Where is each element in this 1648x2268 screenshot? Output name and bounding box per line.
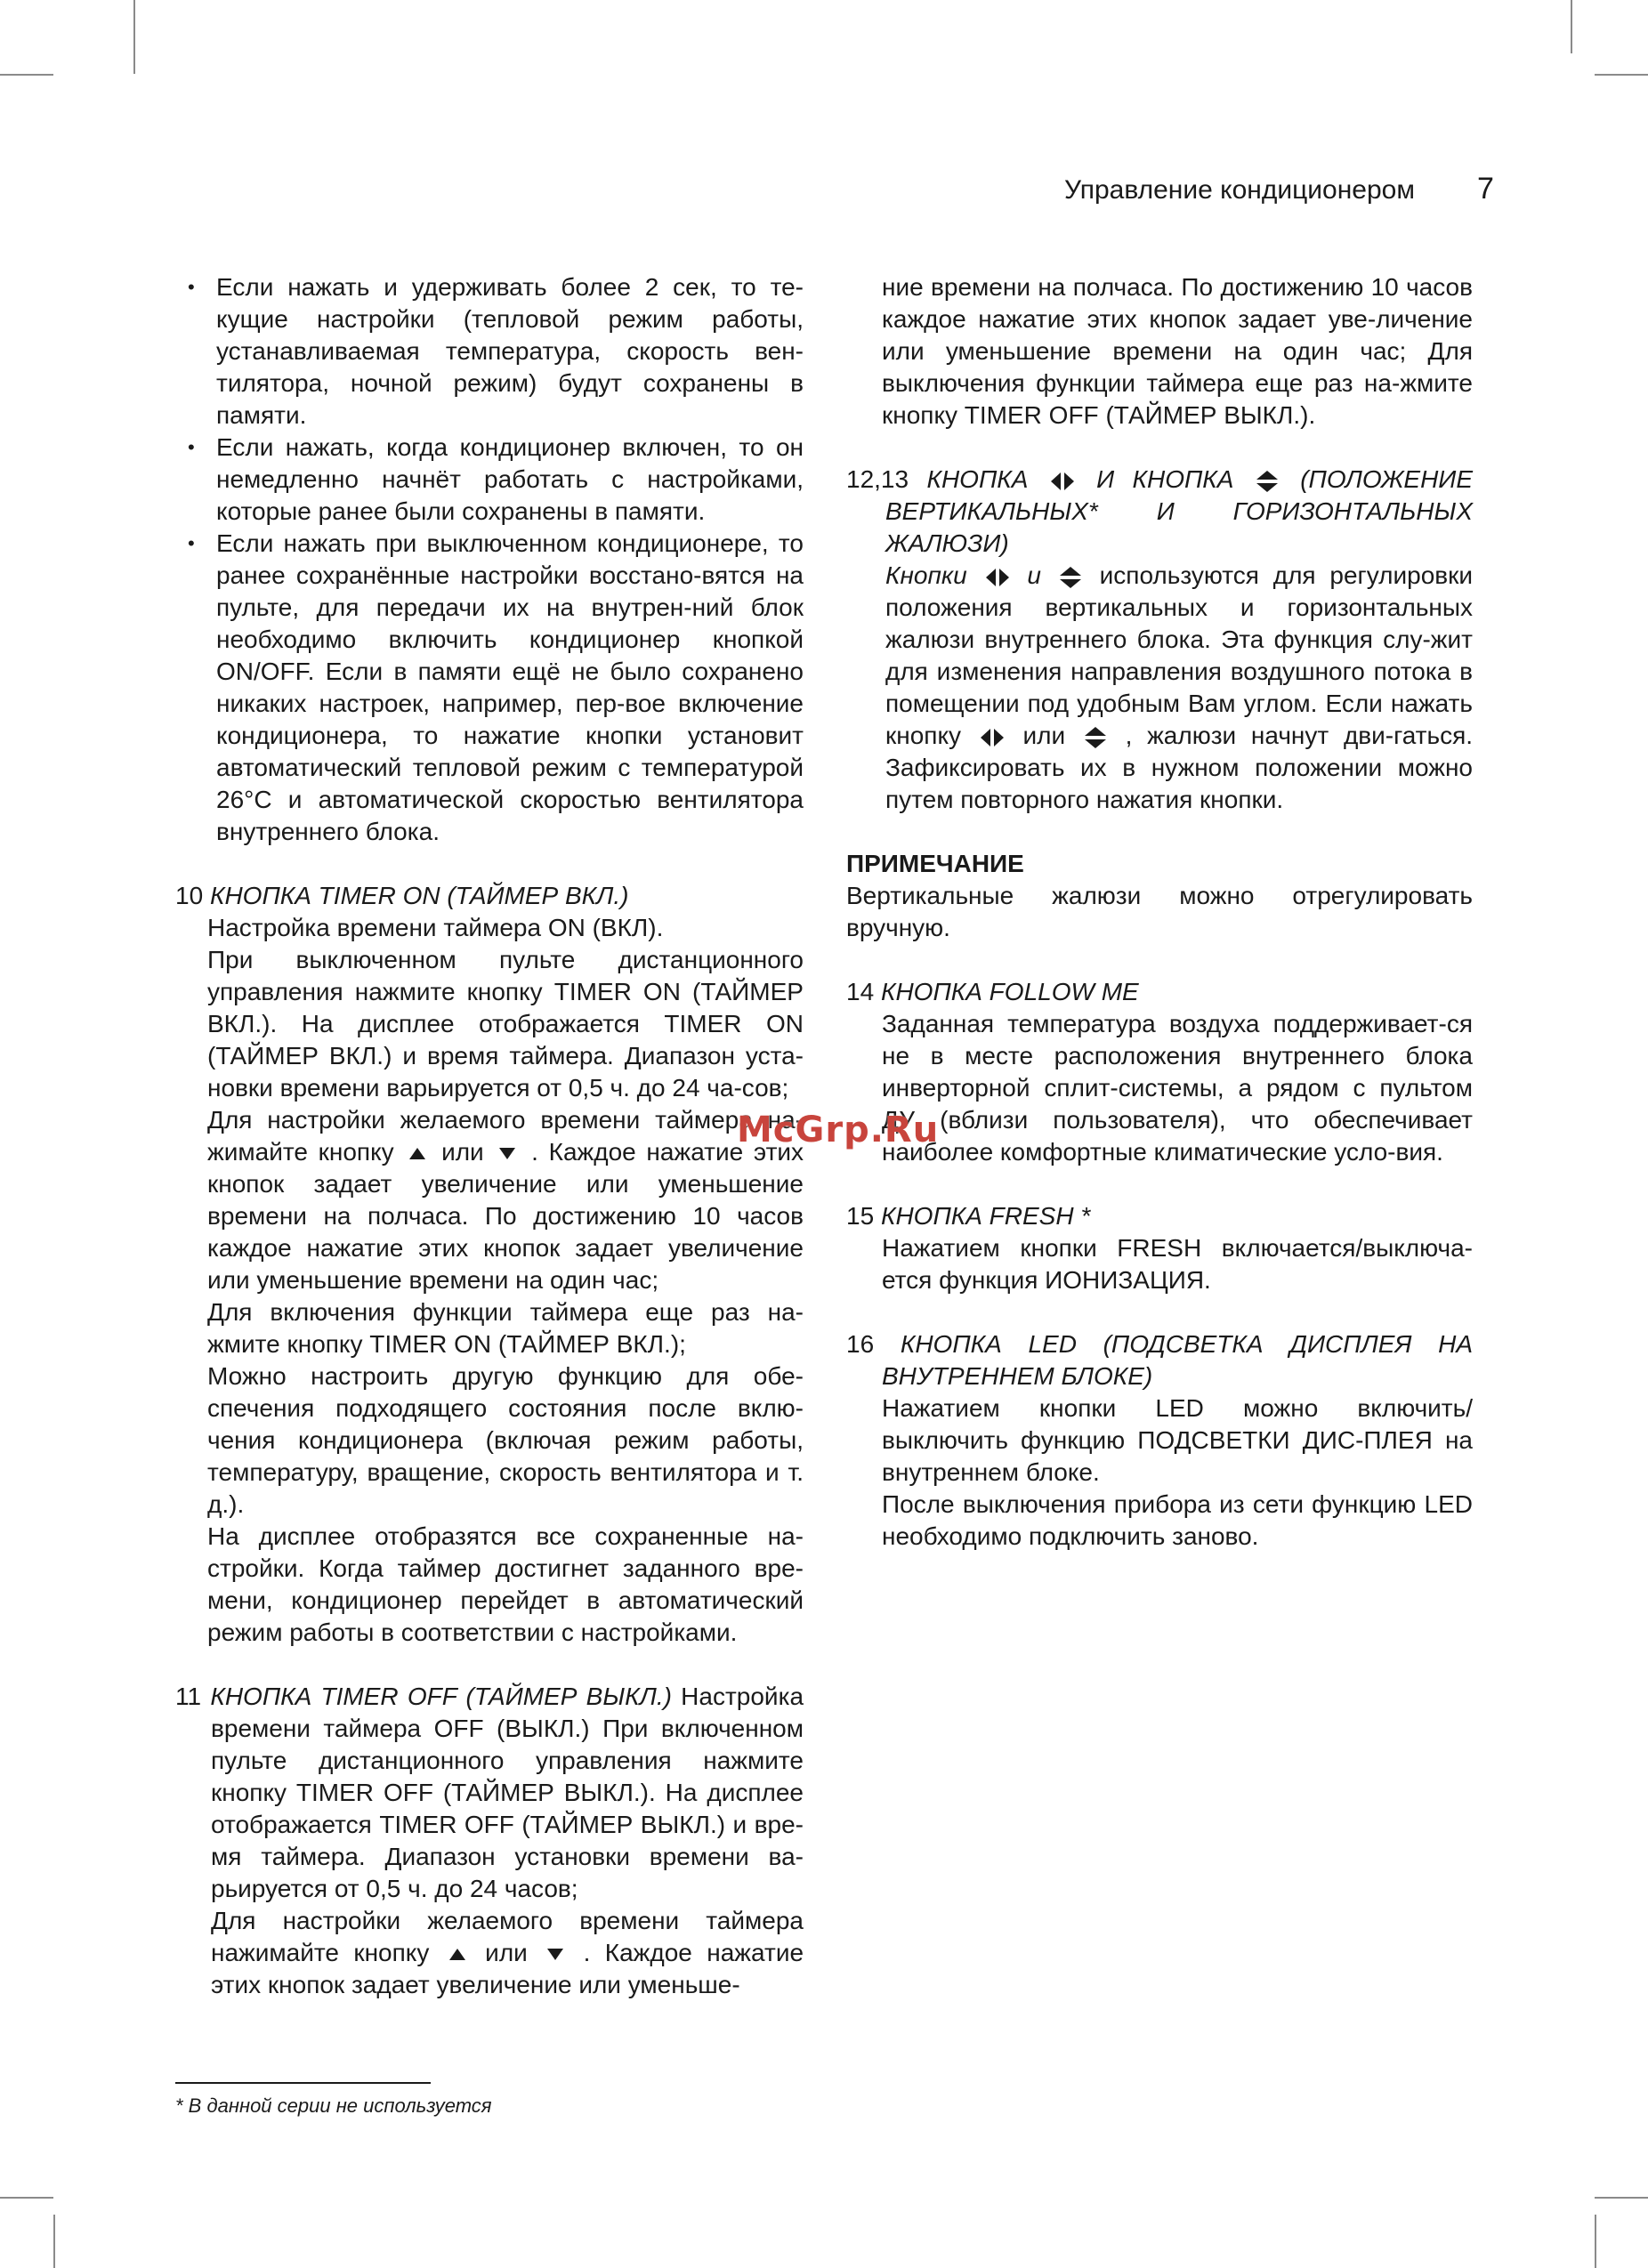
header-title: Управление кондиционером <box>1064 175 1415 205</box>
item-title: КНОПКА FOLLOW ME <box>880 978 1139 1005</box>
left-right-arrows-icon <box>985 567 1010 588</box>
text-span: используются для регулировки положения вертикальных и горизонтальных жалюзи внутреннего блока. Эта функция слу-жит для изменения направления воздушного потока в помещении под удобным Вам углом. <box>885 561 1474 717</box>
crop-mark <box>133 0 135 74</box>
paragraph: Заданная температура воздуха поддерживает-ся не в месте расположения внутреннего блока инверторной сплит-системы, а рядом с пультом ДУ (вблизи пользователя), что обеспечивает наиболее комфортные климатические усло-вия. <box>882 1010 1473 1166</box>
text-span: или <box>485 1939 528 1966</box>
paragraph <box>846 1328 1473 1392</box>
bullet-item: • Если нажать при выключенном кондиционере, то ранее сохранённые настройки восстано-вятся на пульте, для передачи их на внутрен-ний блок необходимо включить кондиционер кнопкой ON/OFF. Если в памяти ещё не было сохранено никаких настроек, например, пер-вое включение кондиционера, то нажатие кнопки установит автоматический тепловой режим с температурой 26°C и автоматической скоростью вентилятора внутреннего блока. <box>175 528 804 848</box>
left-column <box>175 271 804 2001</box>
text-span: . Каждое нажатие этих кнопок задает увеличение или уменьше- <box>211 1939 804 1998</box>
paragraph <box>846 560 1473 816</box>
watermark: McGrp.Ru <box>737 1110 940 1150</box>
item-timer-on <box>175 880 804 1649</box>
paragraph: На дисплее отобразятся все сохраненные на-стройки. Когда таймер достигнет заданного вре-мени, кондиционер перейдет в автоматический режим работы в соответствии с настройками. <box>207 1522 804 1646</box>
right-column <box>846 271 1473 1553</box>
text-span: и <box>1027 561 1041 589</box>
page-number: 7 <box>1477 172 1494 206</box>
text-span: Для настройки желаемого времени таймера на-жимайте кнопку <box>207 1106 804 1166</box>
text-span: Кнопки <box>885 561 967 589</box>
triangle-down-icon <box>499 1148 515 1159</box>
triangle-up-icon <box>409 1148 425 1159</box>
crop-mark <box>0 2197 53 2199</box>
note-heading: ПРИМЕЧАНИЕ <box>846 850 1024 877</box>
paragraph: ние времени на полчаса. По достижению 10 часов каждое нажатие этих кнопок задает уве-личение или уменьшение времени на один час; Для выключения функции таймера еще раз на-жмите кнопку TIMER OFF (ТАЙМЕР ВЫКЛ.). <box>882 273 1473 429</box>
paragraph: После выключения прибора из сети функцию LED необходимо подключить заново. <box>882 1490 1473 1550</box>
item-fresh <box>846 1200 1473 1296</box>
footnote-divider <box>175 2082 431 2084</box>
text-span: Настройка времени таймера OFF (ВЫКЛ.) При включенном пульте дистанционного управления нажмите кнопку TIMER OFF (ТАЙМЕР ВЫКЛ.). На дисплее отображается TIMER OFF (ТАЙМЕР ВЫКЛ.) и вре-мя таймера. Диапазон установки времени ва-рьируется от 0,5 ч. до 24 часов; <box>211 1683 804 1902</box>
text-span: Если нажать кнопку <box>885 690 1474 749</box>
text-span: Для настройки желаемого времени таймера нажимайте кнопку <box>211 1907 804 1966</box>
up-down-arrows-icon <box>1084 726 1107 749</box>
crop-mark <box>1595 2215 1596 2268</box>
text-span: , жалюзи начнут дви-гаться. Зафиксировать их в нужном положении можно путем повторного нажатия кнопки. <box>885 722 1474 813</box>
crop-mark <box>1595 2197 1648 2199</box>
crop-mark <box>0 74 53 76</box>
text-span: или <box>441 1138 484 1166</box>
paragraph: Нажатием кнопки FRESH включается/выключа-ется функция ИОНИЗАЦИЯ. <box>882 1234 1473 1294</box>
item-title: КНОПКА <box>926 465 1029 493</box>
up-down-arrows-icon <box>1059 566 1082 589</box>
note-text: Вертикальные жалюзи можно отрегулировать вручную. <box>846 882 1473 941</box>
paragraph <box>846 464 1473 560</box>
item-follow-me <box>846 976 1473 1168</box>
item-led <box>846 1328 1473 1553</box>
text-span: . Каждое нажатие этих кнопок задает увеличение или уменьшение времени на полчаса. По достижению 10 часов каждое нажатие этих кнопок задает увеличение или уменьшение времени на один час; <box>207 1138 804 1294</box>
up-down-arrows-icon <box>1256 470 1279 493</box>
item-number: 15 <box>846 1202 875 1230</box>
item-title: КНОПКА LED (ПОДСВЕТКА ДИСПЛЕЯ НА ВНУТРЕННЕМ БЛОКЕ) <box>882 1330 1474 1390</box>
triangle-down-icon <box>547 1949 563 1960</box>
item-heading <box>175 880 804 912</box>
paragraph: Нажатием кнопки LED можно включить/ выключить функцию ПОДСВЕТКИ ДИС-ПЛЕЯ на внутреннем блоке. <box>882 1394 1473 1486</box>
bullet-list <box>175 271 804 848</box>
crop-mark <box>1571 0 1572 53</box>
bullet-item: • Если нажать, когда кондиционер включен, то он немедленно начнёт работать с настройками, которые ранее были сохранены в памяти. <box>175 432 804 528</box>
item-heading <box>846 976 1473 1008</box>
crop-mark <box>53 2215 55 2268</box>
paragraph <box>175 1905 804 2001</box>
item-number: 14 <box>846 978 875 1005</box>
text-span: или <box>1022 722 1066 749</box>
item-number: 11 <box>175 1683 202 1710</box>
bullet-item: • Если нажать и удерживать более 2 сек, то те-кущие настройки (тепловой режим работы, устанавливаемая температура, скорость вен-тилятора, ночной режим) будут сохранены в памяти. <box>175 271 804 432</box>
paragraph: Для включения функции таймера еще раз на-жмите кнопку TIMER ON (ТАЙМЕР ВКЛ.); <box>207 1298 804 1358</box>
left-right-arrows-icon <box>980 727 1005 748</box>
item-heading <box>846 1200 1473 1232</box>
item-louvers <box>846 464 1473 816</box>
triangle-up-icon <box>449 1949 465 1960</box>
paragraph <box>175 1681 804 1905</box>
footnote: * В данной серии не используется <box>175 2094 492 2117</box>
paragraph: Можно настроить другую функцию для обе-спечения подходящего состояния после вклю-чения кондиционера (включая режим работы, температуру, вращение, скорость вентилятора и т. д.). <box>207 1362 804 1518</box>
left-right-arrows-icon <box>1050 471 1075 492</box>
paragraph: Настройка времени таймера ON (ВКЛ). <box>207 914 664 941</box>
item-title: (ПОЛОЖЕНИЕ ВЕРТИКАЛЬНЫХ* И ГОРИЗОНТАЛЬНЫХ ЖАЛЮЗИ) <box>885 465 1473 557</box>
item-number: 12,13 <box>846 465 909 493</box>
item-title: КНОПКА TIMER ON (ТАЙМЕР ВКЛ.) <box>209 882 629 909</box>
crop-mark <box>1595 74 1648 76</box>
item-title: КНОПКА FRESH * <box>880 1202 1091 1230</box>
item-number: 16 <box>846 1330 875 1358</box>
paragraph: При выключенном пульте дистанционного управления нажмите кнопку TIMER ON (ТАЙМЕР ВКЛ.). На дисплее отображается TIMER ON (ТАЙМЕР ВКЛ.) и время таймера. Диапазон уста-новки времени варьируется от 0,5 ч. до 24 ча-сов; <box>207 946 804 1102</box>
paragraph <box>207 1104 804 1296</box>
item-number: 10 <box>175 882 204 909</box>
item-timer-off <box>175 1681 804 2001</box>
item-title: КНОПКА TIMER OFF (ТАЙМЕР ВЫКЛ.) <box>210 1683 672 1710</box>
item-title: И КНОПКА <box>1096 465 1234 493</box>
